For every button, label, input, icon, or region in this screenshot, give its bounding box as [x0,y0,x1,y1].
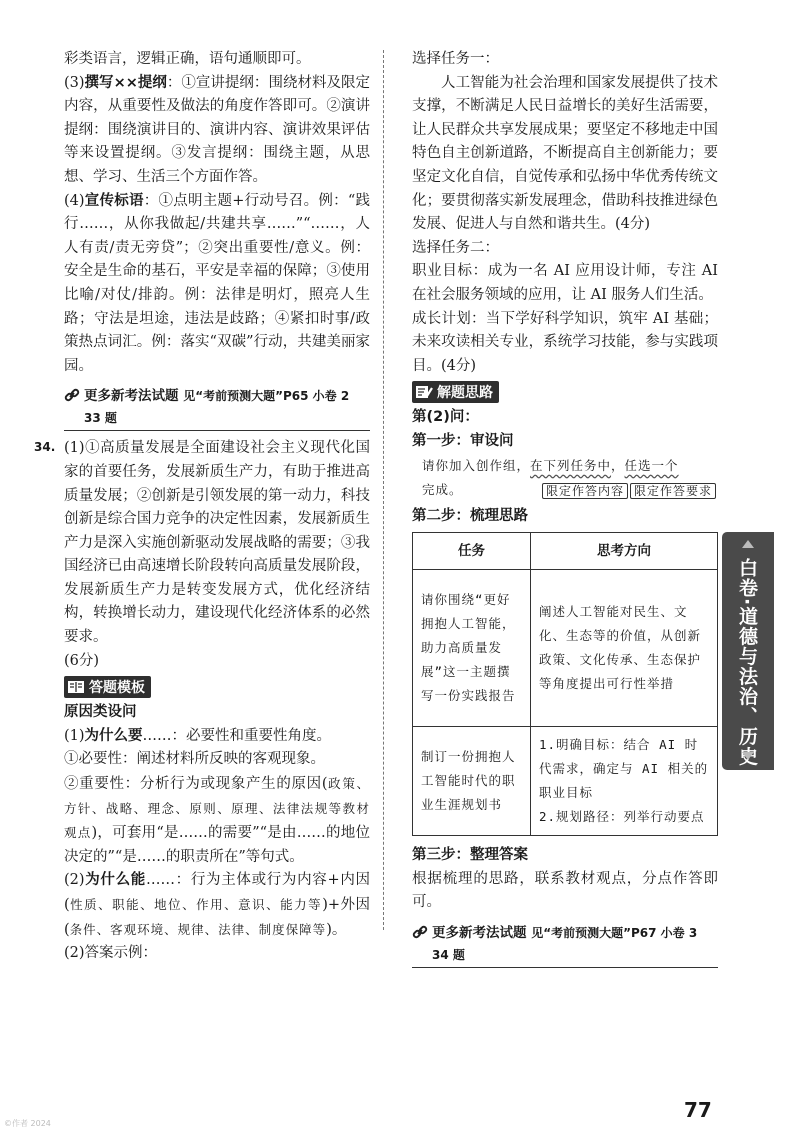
slogan-heading: 宣传标语 [84,192,144,209]
can-paragraph [64,869,370,942]
score: (4分) [441,357,477,374]
text: ……：行为主体或行为内容+内因( [64,872,370,913]
text-line: 彩类语言，逻辑正确，语句通顺即可。 [64,51,311,67]
link-icon [412,924,428,940]
text: )，可套用“是……的需要”“是由……的地位决定的”“是……的职责所在”等句式。 [64,825,370,865]
outline-paragraph [64,72,370,190]
task1-answer [412,72,718,237]
text: ， [611,457,625,473]
solution-idea-tag [412,381,499,403]
question-34 [34,437,370,673]
underlined-text: 任选一个 [624,457,679,473]
task1-label: 选择任务一： [412,51,499,67]
table-header-row [413,533,718,570]
task2-label: 选择任务二： [412,239,499,256]
step-3-body: 根据梳理的思路，联系教材观点，分点作答即可。 [412,870,718,911]
annotation-box: 限定作答要求 [630,483,716,499]
why-body: ……：必要性和重要性角度。 [142,727,332,744]
text: 完成。 [422,481,463,497]
text: 请你加入创作组， [422,457,531,473]
question-number: 34. [34,440,56,455]
slogan-body: ：①点明主题+行动号召。例：“践行……，从你我做起/共建共享……”“……，人人有责/责无旁贷”；②突出重要性/意义。例：安全是生命的基石，平安是幸福的保障；③使用比喻/对仗/排韵。例：法律是明灯，照亮人生路；守法是坦途，违法是歧路；④紧扣时事/政策热点词汇。例：落实“双碳”行动，共建美丽家园。 [64,192,371,374]
item-number: (4) [64,192,85,209]
pencil-note-icon [415,384,433,400]
text: ②重要性：分析行为或现象产生的原因( [64,776,328,793]
handwritten-note: 条件、客观环境、规律、法律、制度保障等 [69,921,327,937]
tag-label: 答题模板 [89,680,145,697]
table-row [413,570,718,727]
more-ref: 见“考前预测大题”P65 小卷 2 [183,389,350,404]
tag-label: 解题思路 [437,385,493,402]
text: )。 [326,921,347,938]
column-header: 任务 [413,533,531,570]
more-label: 更多新考法试题 [432,924,527,941]
text: )+外因( [64,897,370,938]
thinking-table [412,532,718,836]
step-3-heading: 第三步：整理答案 [412,847,528,864]
task2-goal: 职业目标：成为一名 AI 应用设计师，专注 AI 在社会服务领域的应用，让 AI 服务人们生活。 [412,263,718,303]
right-column [412,48,718,974]
necessity-line: ①必要性：阐述材料所反映的客观现象。 [64,751,325,768]
item-number: (2) [64,872,85,889]
q34-score: (6分) [64,652,100,669]
why-paragraph [64,725,370,749]
section-heading: 原因类设问 [64,704,137,721]
link-icon [64,387,80,403]
text: 成长计划：当下学好科学知识，筑牢 AI 基础；未来攻读相关专业，系统学习技能，参与实践项目。 [412,310,718,374]
left-column [34,48,371,966]
table-cell: 请你围绕“更好拥抱人工智能，助力高质量发展”这一主题撰写一份实践报告 [413,570,531,727]
more-ref-line: 34 题 [412,943,718,968]
table-row [413,727,718,836]
item-number: (1) [64,727,85,744]
column-header: 思考方向 [531,533,718,570]
more-questions-link[interactable] [64,384,370,404]
handwritten-note: 性质、职能、地位、作用、意识、能力等 [69,897,323,912]
more-questions-link[interactable] [412,921,718,941]
underlined-text: 在下列任务中 [530,457,612,473]
step-2-heading: 第二步：梳理思路 [412,507,528,524]
annotation-box: 限定作答内容 [542,483,628,499]
more-ref: 见“考前预测大题”P67 小卷 3 [531,925,698,940]
can-heading: 为什么能 [84,872,146,889]
item-number: (3) [64,74,85,91]
page-number: 77 [684,1098,712,1122]
cell-line: 1.明确目标：结合 AI 时代需求，确定与 AI 相关的职业目标 [539,737,709,801]
side-tab-label: 白卷·道德与法治、历史 [736,558,758,767]
example-line: (2)答案示例： [64,945,158,962]
handwritten-note: 政策、方针、战略、理念、原则、原理、法律法规等教材观点 [64,776,370,841]
why-heading: 为什么要 [84,727,143,744]
more-label: 更多新考法试题 [84,388,179,405]
watermark: ©作者 2024 [4,1119,51,1128]
outline-heading: 撰写××提纲 [84,74,167,91]
sub-question: 第(2)问： [412,409,479,426]
text: 人工智能为社会治理和国家发展提供了技术支撑，不断满足人民日益增长的美好生活需要，让人民群众共享发展成果；要坚定不移地走中国特色自主创新道路，不断提高自主创新能力；要坚定文化自信，自觉传承和弘扬中华优秀传统文化；要贯彻落实新发展理念，借助科技推进绿色发展、促进人与自然和谐共生。 [412,74,718,233]
cell-line: 2.规划路径：列举行动要点 [539,809,705,825]
q34-answer: (1)①高质量发展是全面建设社会主义现代化国家的首要任务，发展新质生产力，有助于推进高质量发展；②创新是引领发展的第一动力，科技创新是综合国力竞争的决定性因素，发展新质生产力是深入实施创新驱动发展战略的需要；③我国经济已由高速增长阶段转向高质量发展阶段，发展新质生产力是转变发展方式，优化经济结构，转换增长动力，建设现代化经济体系的必然要求。 [64,440,370,646]
table-cell [531,727,718,836]
book-icon [67,679,85,695]
table-cell: 阐述人工智能对民生、文化、生态等的价值，从创新政策、文化传承、生态保护等角度提出可行性举措 [531,570,718,727]
column-divider [383,50,384,930]
subject-side-tab [722,532,774,770]
arrow-up-icon [742,540,754,548]
outline-body: ：①宣讲提纲：围绕材料及限定内容，从重要性及做法的角度作答即可。②演讲提纲：围绕演讲目的、演讲内容、演讲效果评估等来设置提纲。③发言提纲：围绕主题，从思想、学习、生活三个方面作答。 [64,74,370,185]
slogan-paragraph [64,190,370,379]
table-cell: 制订一份拥抱人工智能时代的职业生涯规划书 [413,727,531,836]
more-ref-line: 33 题 [64,406,370,431]
step-1-heading: 第一步：审设问 [412,432,514,449]
arrow-down-icon [742,752,754,760]
task2-plan [412,308,718,379]
template-tag [64,676,151,698]
importance-paragraph [64,772,370,869]
score: (4分) [615,216,651,233]
